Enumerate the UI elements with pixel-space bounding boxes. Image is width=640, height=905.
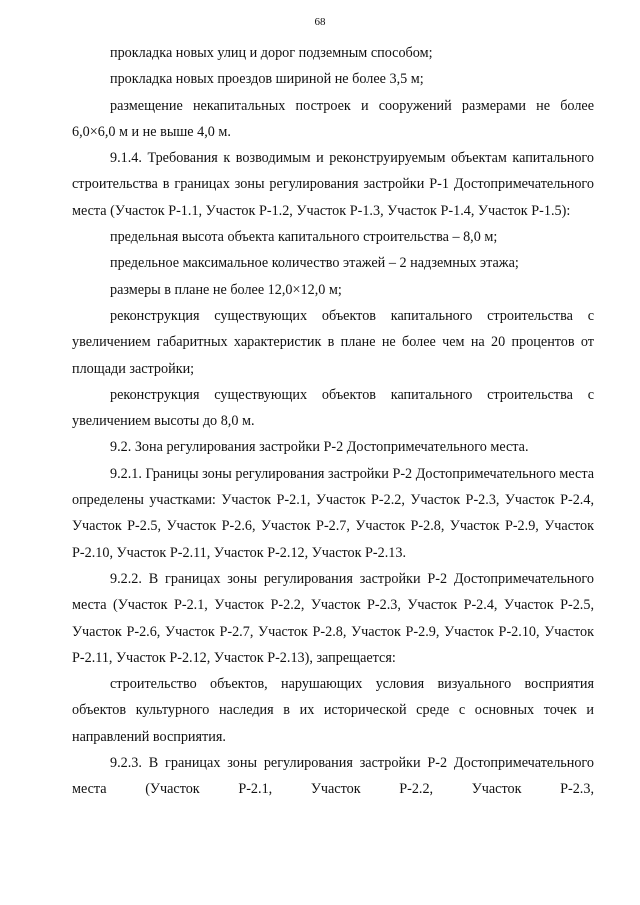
paragraph-reconstruction-height: реконструкция существующих объектов капитального строительства с увеличением высоты до 8,0 м.	[72, 386, 594, 430]
paragraph-bullet-temporary-buildings: размещение некапитальных построек и сооружений размерами не более 6,0×6,0 м и не выше 4,0 м.	[72, 97, 594, 140]
paragraph-bullet-passages: прокладка новых проездов шириной не более 3,5 м;	[110, 71, 424, 88]
paragraph-reconstruction-plan: реконструкция существующих объектов капитального строительства с увеличением габаритных характеристик в плане не более чем на 20 процентов от площади застройки;	[72, 307, 594, 377]
paragraph-plan-size: размеры в плане не более 12,0×12,0 м;	[110, 281, 342, 298]
document-body	[72, 40, 594, 803]
paragraph-max-floors: предельное максимальное количество этажей – 2 надземных этажа;	[110, 255, 519, 272]
paragraph-9-2: 9.2. Зона регулирования застройки Р-2 Достопримечательного места.	[110, 439, 529, 456]
paragraph-bullet-streets: прокладка новых улиц и дорог подземным способом;	[110, 45, 433, 61]
paragraph-9-2-1: 9.2.1. Границы зоны регулирования застройки Р-2 Достопримечательного места определены участками: Участок Р-2.1, Участок Р-2.2, Участок Р-2.3, Участок Р-2.4, Участок Р-2.5, Участок Р-2.6, Участок Р-2.7, Участок Р-2.8, Участок Р-2.9, Участок Р-2.10, Участок Р-2.11, Участок Р-2.12, Участок Р-2.13.	[72, 465, 594, 561]
paragraph-9-2-2: 9.2.2. В границах зоны регулирования застройки Р-2 Достопримечательного места (Участок Р-2.1, Участок Р-2.2, Участок Р-2.3, Участок Р-2.4, Участок Р-2.5, Участок Р-2.6, Участок Р-2.7, Участок Р-2.8, Участок Р-2.9, Участок Р-2.10, Участок Р-2.11, Участок Р-2.12, Участок Р-2.13), запрещается:	[72, 570, 594, 666]
paragraph-9-1-4: 9.1.4. Требования к возводимым и реконструируемым объектам капитального строительства в границах зоны регулирования застройки Р-1 Достопримечательного места (Участок Р-1.1, Участок Р-1.2, Участок Р-1.3, Участок Р-1.4, Участок Р-1.5):	[72, 150, 594, 219]
paragraph-9-2-3: 9.2.3. В границах зоны регулирования застройки Р-2 Достопримечательного места (Участок Р-2.1, Участок Р-2.2, Участок Р-2.3,	[72, 755, 594, 798]
paragraph-prohibited-construction: строительство объектов, нарушающих условия визуального восприятия объектов культурного наследия в их исторической среде с основных точек и направлений восприятия.	[72, 676, 594, 745]
paragraph-max-height: предельная высота объекта капитального строительства – 8,0 м;	[110, 229, 498, 246]
page-number: 68	[314, 16, 326, 28]
